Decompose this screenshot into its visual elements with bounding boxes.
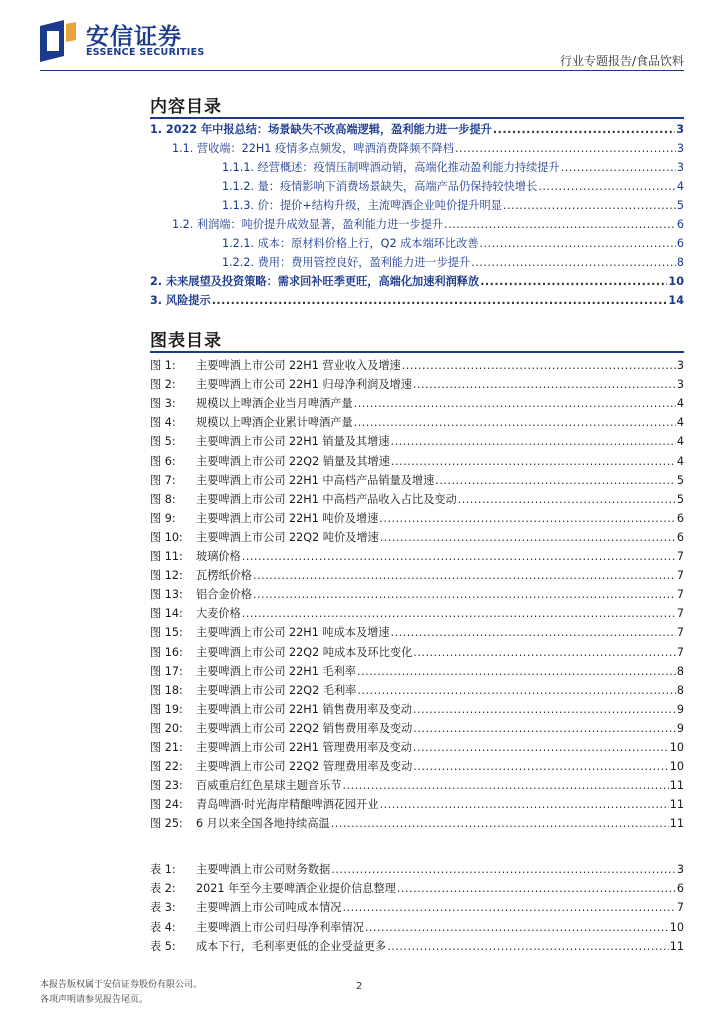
entry-label: 表 3: — [150, 901, 176, 915]
leader-dots — [413, 703, 676, 717]
leader-dots — [413, 646, 676, 660]
entry-page: 3 — [676, 863, 684, 876]
entry-label: 图 5: — [150, 435, 176, 449]
figure-entry[interactable] — [150, 794, 684, 812]
leader-dots — [331, 863, 676, 877]
entry-text: 规模以上啤酒企业当月啤酒产量 — [196, 397, 353, 411]
entry-label: 图 24: — [150, 798, 183, 812]
toc-entry[interactable]: 1.1. 营收端：22H1 疫情多点频发，啤酒消费降频不降档 ..... 3 — [172, 138, 684, 156]
entry-page: 11 — [669, 779, 684, 793]
entry-text: 主要啤酒上市公司 22Q2 吨价及增速 — [196, 530, 379, 544]
copyright-note: 本报告版权属于安信证券股份有限公司。 — [40, 980, 203, 990]
table-entry[interactable] — [150, 917, 684, 935]
figure-entry[interactable] — [150, 355, 684, 373]
entry-text: 主要啤酒上市公司归母净利率情况 — [196, 920, 364, 934]
entry-text: 铝合金价格 — [196, 588, 252, 602]
entry-text: 主要啤酒上市公司 22Q2 管理费用率及变动 — [196, 760, 413, 774]
leader-dots — [365, 921, 669, 935]
entry-page: 11 — [669, 939, 684, 953]
leader-dots — [354, 397, 676, 411]
entry-text: 规模以上啤酒企业累计啤酒产量 — [196, 416, 353, 430]
disclaimer-note: 各项声明请参见报告尾页。 — [40, 995, 149, 1005]
entry-text: 主要啤酒上市公司 22Q2 销售费用率及变动 — [196, 721, 413, 735]
entry-text: 主要啤酒上市公司 22H1 吨价及增速 — [196, 511, 379, 525]
entry-page: 7 — [676, 588, 684, 602]
leader-dots — [242, 550, 676, 564]
figure-entry[interactable] — [150, 508, 684, 526]
entry-text: 瓦楞纸价格 — [196, 569, 252, 583]
entry-text: 玻璃价格 — [196, 550, 241, 563]
leader-dots — [458, 493, 676, 507]
toc-entry[interactable]: 1.2.2. 费用：费用管控良好，盈利能力进一步提升 ..... 8 — [222, 252, 684, 270]
leader-dots — [387, 940, 669, 954]
figure-entry[interactable] — [150, 622, 684, 640]
entry-label: 图 20: — [150, 721, 183, 735]
entry-page: 10 — [669, 741, 684, 754]
leader-dots — [342, 901, 675, 915]
entry-label: 图 23: — [150, 779, 183, 793]
figures-title: 图表目录 — [150, 331, 222, 351]
entry-label: 图 6: — [150, 454, 176, 468]
leader-dots — [357, 684, 676, 698]
entry-text: 主要啤酒上市公司 22H1 管理费用率及变动 — [196, 741, 412, 754]
toc-entry[interactable]: 2. 未来展望及投资策略：需求回补旺季更旺，高端化加速利润释放 ..... 10 — [150, 271, 684, 289]
entry-page: 6 — [676, 511, 684, 525]
toc-entry[interactable]: 1.1.1. 经营概述：疫情压制啤酒动销，高端化推动盈利能力持续提升 ..... 3 — [222, 157, 684, 175]
leader-dots — [391, 455, 676, 469]
entry-label: 图 1: — [150, 359, 176, 372]
figure-entry[interactable] — [150, 642, 684, 660]
entry-label: 图 16: — [150, 645, 183, 659]
entry-label: 图 8: — [150, 492, 176, 506]
entry-text: 主要啤酒上市公司 22Q2 毛利率 — [196, 683, 357, 697]
report-type: 行业专题报告/食品饮料 — [559, 54, 684, 68]
leader-dots — [242, 607, 676, 621]
figure-entry[interactable] — [150, 603, 684, 621]
entry-text: 主要啤酒上市公司 22H1 营业收入及增速 — [196, 359, 401, 372]
entry-label: 图 18: — [150, 683, 183, 697]
table-entry[interactable] — [150, 936, 684, 954]
entry-text: 主要啤酒上市公司 22H1 毛利率 — [196, 664, 356, 678]
entry-label: 图 19: — [150, 702, 183, 716]
leader-dots — [354, 416, 676, 430]
entry-label: 表 4: — [150, 920, 176, 934]
entry-label: 图 17: — [150, 664, 183, 678]
leader-dots — [391, 626, 676, 640]
toc-entry[interactable]: 1.1.2. 量：疫情影响下消费场景缺失，高端产品仍保持较快增长 ..... 4 — [222, 176, 684, 194]
entry-page: 4 — [676, 454, 684, 468]
entry-text: 主要啤酒上市公司 22H1 吨成本及增速 — [196, 626, 390, 640]
toc-entry[interactable]: 1.2.1. 成本：原材料价格上行，Q2 成本端环比改善 ..... 6 — [222, 233, 684, 251]
entry-text: 成本下行，毛利率更低的企业受益更多 — [196, 939, 387, 953]
entry-text: 主要啤酒上市公司 22H1 归母净利润及增速 — [196, 378, 412, 392]
figure-entry[interactable] — [150, 584, 684, 602]
entry-page: 3 — [676, 378, 684, 392]
figure-entry[interactable] — [150, 756, 684, 774]
figure-entry[interactable] — [150, 451, 684, 469]
leader-dots — [435, 474, 676, 488]
entry-page: 7 — [676, 901, 684, 915]
toc-entry[interactable]: 1.1.3. 价：提价+结构升级，主流啤酒企业吨价提升明显 ..... 5 — [222, 195, 684, 213]
entry-text: 主要啤酒上市公司吨成本情况 — [196, 901, 342, 915]
entry-text: 主要啤酒上市公司 22H1 中高档产品销量及增速 — [196, 473, 435, 487]
entry-page: 4 — [676, 397, 684, 411]
figure-entry[interactable] — [150, 546, 684, 564]
leader-dots — [342, 779, 668, 793]
entry-text: 6 月以来全国各地持续高温 — [196, 817, 330, 831]
figure-entry[interactable] — [150, 412, 684, 430]
table-entry[interactable] — [150, 897, 684, 915]
entry-label: 图 25: — [150, 817, 183, 831]
entry-label: 表 5: — [150, 939, 176, 953]
entry-page: 7 — [676, 607, 684, 621]
leader-dots — [397, 882, 676, 896]
toc-title: 内容目录 — [150, 97, 222, 117]
leader-dots — [413, 722, 676, 736]
entry-text: 主要啤酒上市公司 22H1 销量及其增速 — [196, 435, 390, 449]
brand-name-cn: 安信证券 — [86, 24, 182, 50]
entry-text: 主要啤酒上市公司财务数据 — [196, 863, 331, 876]
entry-text: 大麦价格 — [196, 607, 241, 621]
entry-page: 8 — [676, 664, 684, 678]
toc-entry[interactable]: 1. 2022 年中报总结：场景缺失不改高端逻辑，盈利能力进一步提升 ..... 3 — [150, 119, 684, 137]
entry-page: 7 — [676, 626, 684, 640]
entry-page: 11 — [669, 817, 684, 831]
entry-page: 7 — [676, 569, 684, 583]
figure-entry[interactable] — [150, 699, 684, 717]
leader-dots — [413, 378, 676, 392]
entry-label: 图 11: — [150, 550, 183, 563]
entry-page: 5 — [676, 492, 684, 506]
entry-page: 4 — [676, 416, 684, 430]
entry-label: 图 14: — [150, 607, 183, 621]
entry-label: 图 22: — [150, 760, 183, 774]
table-entry[interactable] — [150, 878, 684, 896]
leader-dots — [253, 588, 676, 602]
entry-text: 2021 年至今主要啤酒企业提价信息整理 — [196, 882, 396, 896]
figure-entry[interactable] — [150, 718, 684, 736]
entry-label: 图 9: — [150, 511, 176, 525]
entry-text: 青岛啤酒·时光海岸精酿啤酒花园开业 — [196, 798, 379, 812]
entry-page: 5 — [676, 473, 684, 487]
figure-entry[interactable] — [150, 661, 684, 679]
table-entry[interactable] — [150, 859, 684, 877]
entry-page: 7 — [676, 645, 684, 659]
figure-entry[interactable] — [150, 527, 684, 545]
leader-dots — [402, 359, 676, 373]
entry-page: 4 — [676, 435, 684, 449]
entry-label: 图 10: — [150, 530, 183, 544]
figure-entry[interactable] — [150, 737, 684, 755]
entry-label: 图 7: — [150, 473, 176, 487]
entry-label: 图 21: — [150, 741, 183, 754]
toc-entry[interactable]: 1.2. 利润端：吨价提升成效显著，盈利能力进一步提升 ..... 6 — [172, 214, 684, 232]
entry-text: 主要啤酒上市公司 22H1 销售费用率及变动 — [196, 702, 412, 716]
entry-label: 图 13: — [150, 588, 183, 602]
essence-logo-icon — [40, 20, 76, 62]
entry-page: 3 — [676, 359, 684, 372]
entry-page: 10 — [669, 920, 684, 934]
figure-entry[interactable] — [150, 680, 684, 698]
figure-entry[interactable] — [150, 775, 684, 793]
entry-page: 9 — [676, 721, 684, 735]
entry-text: 百威重启红色星球主题音乐节 — [196, 779, 342, 793]
entry-label: 图 4: — [150, 416, 176, 430]
entry-label: 表 2: — [150, 882, 176, 896]
figure-entry[interactable] — [150, 489, 684, 507]
entry-label: 图 12: — [150, 569, 183, 583]
entry-text: 主要啤酒上市公司 22H1 中高档产品收入占比及变动 — [196, 492, 457, 506]
entry-text: 主要啤酒上市公司 22Q2 销量及其增速 — [196, 454, 390, 468]
page-header — [0, 0, 724, 72]
entry-page: 7 — [676, 550, 684, 563]
figure-entry[interactable] — [150, 393, 684, 411]
page-number: 2 — [356, 981, 363, 992]
figures-title-divider — [150, 351, 684, 353]
leader-dots — [413, 760, 668, 774]
leader-dots — [253, 569, 676, 583]
entry-page: 6 — [676, 530, 684, 544]
entry-page: 8 — [676, 683, 684, 697]
leader-dots — [380, 531, 676, 545]
header-divider — [40, 70, 684, 71]
toc-entry[interactable]: 3. 风险提示 ..... 14 — [150, 290, 684, 308]
entry-label: 图 3: — [150, 397, 176, 411]
leader-dots — [391, 435, 676, 449]
figure-entry[interactable] — [150, 565, 684, 583]
figure-entry[interactable] — [150, 431, 684, 449]
entry-page: 10 — [669, 760, 684, 774]
entry-label: 表 1: — [150, 863, 176, 876]
entry-text: 主要啤酒上市公司 22Q2 吨成本及环比变化 — [196, 645, 413, 659]
entry-label: 图 2: — [150, 378, 176, 392]
figure-entry[interactable] — [150, 813, 684, 831]
entry-page: 11 — [669, 798, 684, 812]
entry-label: 图 15: — [150, 626, 183, 640]
leader-dots — [379, 512, 676, 526]
entry-page: 6 — [676, 882, 684, 896]
leader-dots — [357, 665, 676, 679]
leader-dots — [331, 817, 669, 831]
leader-dots — [380, 798, 669, 812]
entry-page: 9 — [676, 702, 684, 716]
leader-dots — [413, 741, 669, 755]
figure-entry[interactable] — [150, 374, 684, 392]
brand-name-en: ESSENCE SECURITIES — [86, 47, 205, 58]
figure-entry[interactable] — [150, 470, 684, 488]
